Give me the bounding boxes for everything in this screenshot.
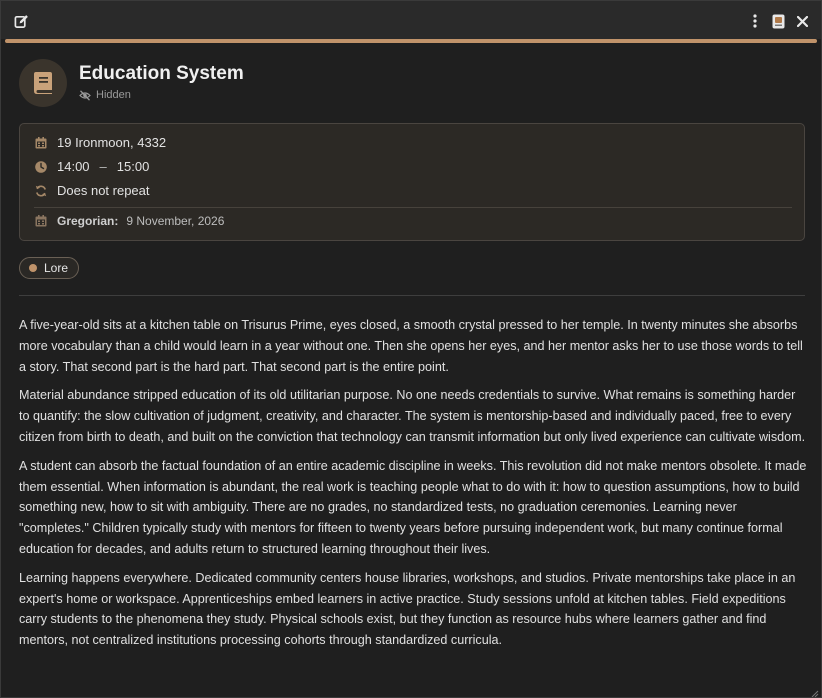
event-description	[19, 315, 807, 659]
title-bar	[1, 1, 821, 39]
visibility-label: Hidden	[96, 89, 131, 101]
event-repeat-row	[34, 183, 150, 198]
tag-color-dot	[29, 264, 37, 272]
accent-bar	[5, 39, 817, 43]
image-icon[interactable]	[769, 12, 787, 30]
event-repeat: Does not repeat	[57, 183, 150, 198]
description-paragraph: Material abundance stripped education of its old utilitarian purpose. No one needs credentials to survive. What remains is something harder to quantify: the slow cultivation of judgment, creativity, and character. The system is mentorship-based and individually paced, free to every citizen from birth to death, and built on the conviction that technology can transmit information but only lived experience can cultivate wisdom.	[19, 388, 806, 444]
visibility-status	[79, 89, 131, 101]
description-paragraph: A student can absorb the factual foundation of an entire academic discipline in weeks. This revolution did not make mentors obsolete. It made them essential. When information is abundant, the real work is teaching people what to do with it: how to question assumptions, how to build something new, how to sit with ambiguity. There are no grades, no standardized tests, no graduation ceremonies. Learning never "completes." Children typically study with mentors for fifteen to twenty years before pursuing independent work, but many continue formal education for decades, and adults return to structured learning throughout their lives.	[19, 458, 807, 556]
page-title: Education System	[79, 63, 244, 84]
event-date-row	[34, 135, 166, 150]
repeat-icon	[34, 184, 47, 197]
clock-icon	[34, 160, 47, 173]
event-time-end: 15:00	[116, 159, 150, 174]
calendar-icon	[34, 215, 47, 228]
tag-lore[interactable]	[19, 257, 79, 279]
event-time-start: 14:00	[57, 159, 90, 174]
description-paragraph: A five-year-old sits at a kitchen table on Trisurus Prime, eyes closed, a smooth crystal pressed to her temple. In twenty minutes she absorbs more vocabulary than a child would learn in a year without one. Then she opens her eyes, and her mentor asks her to use those words to tell a story. That second part is the hard part. That second part is the entire point.	[19, 318, 803, 374]
event-info-box	[19, 123, 805, 241]
calendar-icon	[34, 136, 47, 149]
info-divider	[34, 207, 792, 208]
gregorian-label: Gregorian:	[57, 214, 119, 228]
event-date: 19 Ironmoon, 4332	[57, 135, 167, 150]
tag-label: Lore	[44, 261, 69, 275]
gregorian-date: 9 November, 2026	[126, 214, 225, 228]
edit-icon[interactable]	[12, 12, 30, 30]
eye-off-icon	[79, 90, 91, 101]
close-icon[interactable]	[793, 12, 811, 30]
more-vert-icon[interactable]	[746, 12, 764, 30]
book-icon	[19, 59, 67, 107]
time-separator: –	[99, 159, 107, 174]
description-paragraph: Learning happens everywhere. Dedicated community centers house libraries, workshops, and studios. Private mentorships take place in an expert's home or workspace. Apprenticeships embed learners in active practice. Study sessions unfold at kitchen tables. Field expeditions carry students to the phenomena they study. Physical schools exist, but they function as resource hubs where learners gather and find mentors, not centralized institutions processing cohorts through standardized curricula.	[19, 570, 796, 648]
event-time-row	[34, 159, 149, 174]
content-divider	[19, 295, 805, 296]
resize-handle[interactable]	[809, 685, 819, 695]
gregorian-row	[34, 214, 224, 228]
